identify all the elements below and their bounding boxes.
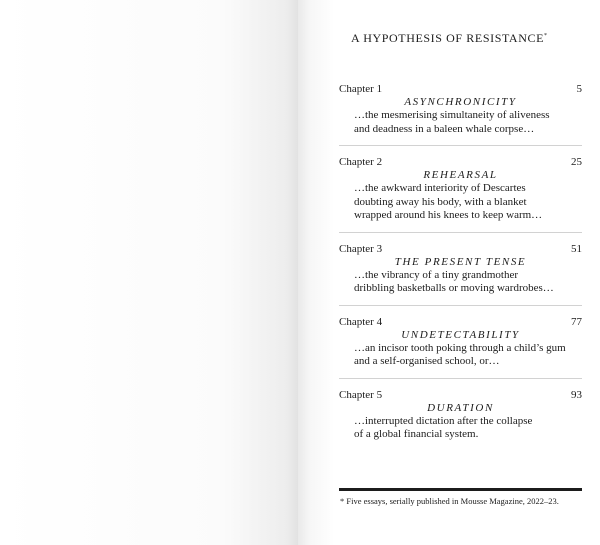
toc-entry-1[interactable] [339,83,582,146]
page-number: 25 [571,156,582,168]
chapter-description: …an incisor tooth poking through a child’s gum and a self-organised school, or… [354,341,566,367]
chapter-description: …the vibrancy of a tiny grandmother dribbling basketballs or moving wardrobes… [354,268,554,294]
chapter-label: Chapter 4 [339,315,383,328]
page-title [298,31,600,46]
footnote-rule [339,488,582,491]
toc-entry-header [339,83,582,96]
toc-entry-2[interactable] [339,156,582,233]
chapter-title: UNDETECTABILITY [401,328,520,341]
chapter-title: DURATION [427,401,494,414]
page-number: 5 [576,83,582,95]
page-number: 77 [571,315,582,328]
chapter-description: …interrupted dictation after the collapse of a global financial system. [354,414,533,440]
toc-entry-5[interactable] [339,389,582,451]
title-text: A HYPOTHESIS OF RESISTANCE [351,31,544,45]
title-footnote-marker: * [544,33,547,39]
chapter-label: Chapter 1 [339,83,383,95]
chapter-label: Chapter 3 [339,242,383,255]
footnote: * Five essays, serially published in Mousse Magazine, 2022–23. [340,496,559,506]
chapter-label: Chapter 2 [339,156,383,168]
toc-entry-3[interactable] [339,243,582,306]
table-of-contents [339,83,582,461]
chapter-title: THE PRESENT TENSE [394,255,527,268]
page-number: 51 [571,242,582,255]
toc-entry-header [339,316,582,329]
chapter-description: …the awkward interiority of Descartes doubting away his body, with a blanket wrapped around his knees to keep warm… [354,182,543,221]
toc-entry-header [339,243,582,256]
chapter-title: REHEARSAL [423,169,498,181]
page-number: 93 [571,388,582,401]
toc-entry-header [339,389,582,402]
toc-entry-4[interactable] [339,316,582,379]
chapter-label: Chapter 5 [339,388,383,401]
chapter-description: …the mesmerising simultaneity of aliveness and deadness in a baleen whale corpse… [354,109,550,135]
toc-entry-header [339,156,582,169]
left-page [0,0,298,545]
chapter-title: ASYNCHRONICITY [404,96,517,108]
